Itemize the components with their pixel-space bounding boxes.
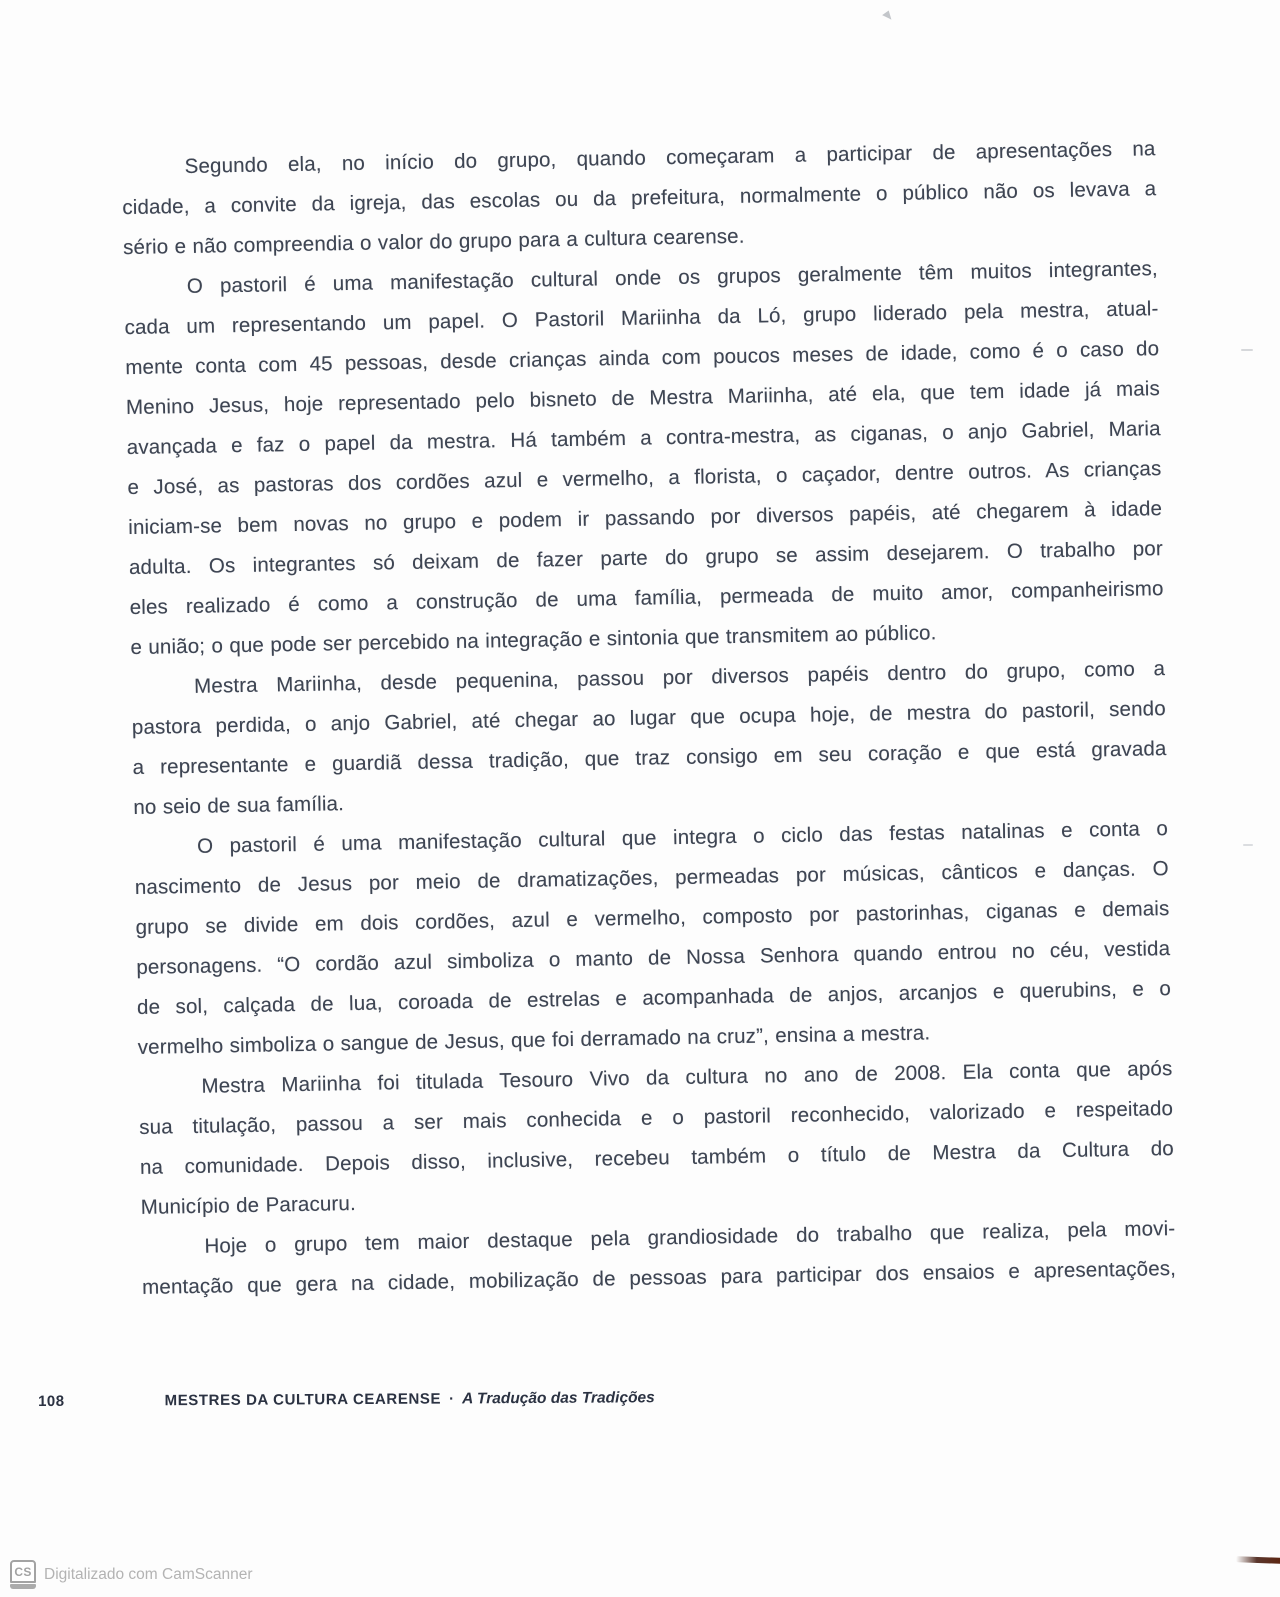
footer-separator: · <box>449 1390 455 1408</box>
camscanner-icon-bar <box>10 1584 36 1589</box>
camscanner-icon <box>10 1560 36 1589</box>
scan-edge-mark <box>1241 349 1253 351</box>
text-line: e união; o que pode ser percebido na integração e sintonia que transmitem ao público. <box>130 621 937 660</box>
text-line: cada um representando um papel. O Pastoril Mariinha da Ló, grupo liderado pela mestra, atual- <box>124 297 1159 340</box>
text-line: cidade, a convite da igreja, das escolas ou da prefeitura, normalmente o público não os levava a <box>122 177 1157 220</box>
text-line: Segundo ela, no início do grupo, quando começaram a participar de apresentações na <box>184 137 1156 178</box>
page-footer <box>38 1389 655 1411</box>
page-body-text <box>121 129 1176 1308</box>
text-line: iniciam-se bem novas no grupo e podem ir passando por diversos papéis, até chegarem à idade <box>128 497 1163 540</box>
text-line: adulta. Os integrantes só deixam de fazer parte do grupo se assim desejarem. O trabalho por <box>128 537 1164 580</box>
paragraph <box>131 649 1168 828</box>
text-line: eles realizado é como a construção de uma família, permeada de muito amor, companheirismo <box>129 577 1164 620</box>
text-line: e José, as pastoras dos cordões azul e vermelho, a florista, o caçador, dentre outros. As crianças <box>127 457 1162 500</box>
text-line: nascimento de Jesus por meio de dramatizações, permeadas por músicas, cânticos e danças. O <box>134 857 1169 899</box>
text-line: vermelho simboliza o sangue de Jesus, que foi derramado na cruz”, ensina a mestra. <box>137 1021 931 1059</box>
text-line: Menino Jesus, hoje representado pelo bisneto de Mestra Mariinha, até ela, que tem idade já mais <box>125 377 1161 420</box>
paragraph <box>124 249 1165 668</box>
text-line: personagens. “O cordão azul simboliza o manto de Nossa Senhora quando entrou no céu, vestida <box>136 937 1171 979</box>
text-line: sério e não compreendia o valor do grupo para a cultura cearense. <box>122 224 745 260</box>
text-line: na comunidade. Depois disso, inclusive, recebeu também o título de Mestra da Cultura do <box>139 1136 1175 1179</box>
paragraph <box>134 809 1172 1068</box>
text-line: Município de Paracuru. <box>140 1191 357 1219</box>
text-line: O pastoril é uma manifestação cultural onde os grupos geralmente têm muitos integrantes, <box>186 257 1158 298</box>
scan-corner-artifact <box>1236 1556 1280 1564</box>
paragraph <box>121 129 1157 268</box>
camscanner-watermark <box>10 1560 252 1589</box>
text-line: mente conta com 45 pessoas, desde crianças ainda com poucos meses de idade, como é o caso do <box>125 337 1160 380</box>
text-line: sua titulação, passou a ser mais conhecida e o pastoril reconhecido, valorizado e respeitado <box>139 1096 1174 1139</box>
paragraph <box>138 1049 1175 1228</box>
text-line: O pastoril é uma manifestação cultural que integra o ciclo das festas natalinas e conta o <box>196 817 1169 858</box>
page-number: 108 <box>38 1392 65 1410</box>
book-chapter-title: A Tradução das Tradições <box>462 1389 655 1408</box>
watermark-text: Digitalizado com CamScanner <box>44 1565 253 1583</box>
text-line: no seio de sua família. <box>133 792 345 819</box>
text-line: pastora perdida, o anjo Gabriel, até chegar ao lugar que ocupa hoje, de mestra do pastoril, sendo <box>131 697 1166 740</box>
book-series-title: MESTRES DA CULTURA CEARENSE <box>164 1390 442 1410</box>
scan-edge-mark <box>1243 844 1253 846</box>
text-line: Hoje o grupo tem maior destaque pela grandiosidade do trabalho que realiza, pela movi- <box>204 1216 1176 1258</box>
text-line: a representante e guardiã dessa tradição, que traz consigo em seu coração e que está gravada <box>132 737 1167 780</box>
text-line: de sol, calçada de lua, coroada de estrelas e acompanhada de anjos, arcanjos e querubins, e o <box>136 977 1172 1019</box>
cursor-artifact-icon <box>882 11 894 23</box>
text-line: Mestra Mariinha foi titulada Tesouro Vivo da cultura no ano de 2008. Ela conta que após <box>201 1057 1173 1098</box>
camscanner-badge-label: CS <box>10 1560 36 1583</box>
text-line: mentação que gera na cidade, mobilização de pessoas para participar dos ensaios e apresentações, <box>141 1256 1177 1299</box>
text-line: grupo se divide em dois cordões, azul e vermelho, composto por pastorinhas, ciganas e demais <box>135 897 1170 939</box>
text-line: Mestra Mariinha, desde pequenina, passou por diversos papéis dentro do grupo, como a <box>193 657 1166 698</box>
text-line: avançada e faz o papel da mestra. Há também a contra-mestra, as ciganas, o anjo Gabriel, Maria <box>126 417 1161 460</box>
